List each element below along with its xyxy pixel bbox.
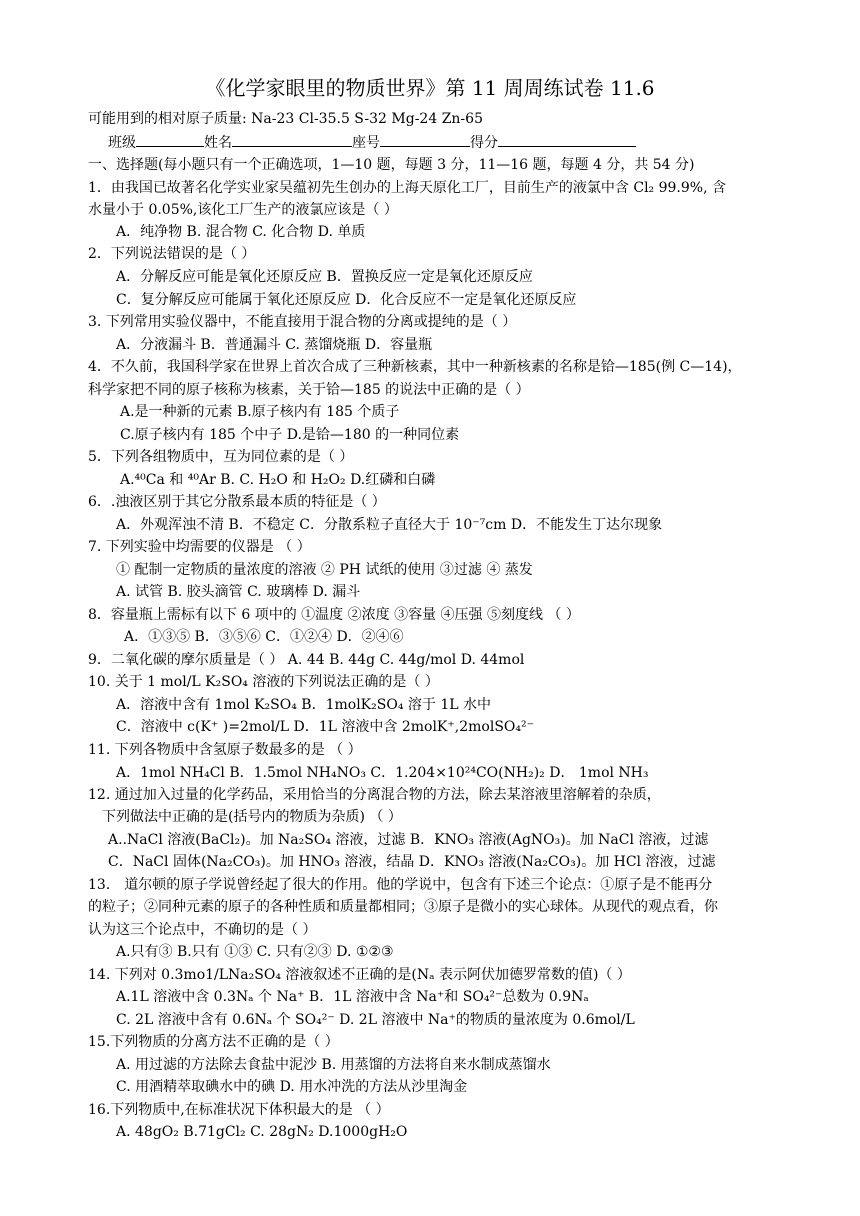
question-line: 4．不久前，我国科学家在世界上首次合成了三种新核素，其中一种新核素的名称是铪—185(例 C—14)， (88, 359, 742, 375)
option-line: A. 48gO₂ B.71gCl₂ C. 28gN₂ D.1000gH₂O (116, 1124, 408, 1140)
option-line: A.⁴⁰Ca 和 ⁴⁰Ar B. C. H₂O 和 H₂O₂ D.红磷和白磷 (120, 472, 436, 488)
question-line: 13． 道尔顿的原子学说曾经起了很大的作用。他的学说中，包含有下述三个论点：①原子是不能再分 (88, 877, 713, 893)
class-blank[interactable] (136, 132, 204, 147)
question-line: 10. 关于 1 mol/L K₂SO₄ 溶液的下列说法正确的是（ ） (88, 674, 439, 690)
question-line: 8．容量瓶上需标有以下 6 项中的 ①温度 ②浓度 ③容量 ④压强 ⑤刻度线 （ ） (88, 607, 580, 623)
question-line: 认为这三个论点中，不确切的是（ ） (88, 922, 317, 938)
seat-blank[interactable] (380, 132, 470, 147)
student-info-fields (108, 132, 636, 153)
option-line: C. 2L 溶液中含有 0.6Nₐ 个 SO₄²⁻ D. 2L 溶液中 Na⁺的物质的量浓度为 0.6mol/L (116, 1012, 635, 1028)
seat-label: 座号 (352, 135, 380, 151)
option-line: A．纯净物 B. 混合物 C. 化合物 D. 单质 (116, 224, 366, 240)
section-heading: 一、选择题(每小题只有一个正确选项，1—10 题，每题 3 分，11—16 题，每题 4 分，共 54 分) (88, 157, 695, 173)
option-line: C.原子核内有 185 个中子 D.是铪—180 的一种同位素 (120, 427, 460, 443)
name-label: 姓名 (204, 135, 232, 151)
name-blank[interactable] (232, 132, 352, 147)
question-line: 12. 通过加入过量的化学药品，采用恰当的分离混合物的方法，除去某溶液里溶解着的杂质， (88, 787, 661, 803)
option-line: A．①③⑤ B．③⑤⑥ C．①②④ D．②④⑥ (124, 629, 404, 645)
option-line: A.1L 溶液中含 0.3Nₐ 个 Na⁺ B．1L 溶液中含 Na⁺和 SO₄²⁻总数为 0.9Nₐ (116, 989, 589, 1005)
option-line: A.只有③ B.只有 ①③ C. 只有②③ D. ①②③ (116, 944, 394, 960)
option-line: A.是一种新的元素 B.原子核内有 185 个质子 (120, 404, 400, 420)
atomic-masses: 可能用到的相对原子质量: Na-23 Cl-35.5 S-32 Mg-24 Zn-65 (88, 111, 483, 127)
question-line: 5．下列各组物质中，互为同位素的是（ ） (88, 449, 354, 465)
question-line: 11. 下列各物质中含氢原子数最多的是 （ ） (88, 742, 362, 758)
page-title: 《化学家眼里的物质世界》第 11 周周练试卷 11.6 (205, 76, 655, 100)
option-line: C. 用酒精萃取碘水中的碘 D. 用水冲洗的方法从沙里淘金 (116, 1079, 468, 1095)
option-line: C．NaCl 固体(Na₂CO₃)。加 HNO₃ 溶液，结晶 D．KNO₃ 溶液(Na₂CO₃)。加 HCl 溶液，过滤 (108, 854, 716, 870)
option-line: A．1mol NH₄Cl B．1.5mol NH₄NO₃ C．1.204×10²⁴CO(NH₂)₂ D． 1mol NH₃ (116, 765, 649, 781)
option-line: A. 用过滤的方法除去食盐中泥沙 B. 用蒸馏的方法将自来水制成蒸馏水 (116, 1057, 551, 1073)
question-line: 15.下列物质的分离方法不正确的是（ ） (88, 1034, 339, 1050)
question-line: 2．下列说法错误的是（ ） (88, 246, 256, 262)
option-line: C．溶液中 c(K⁺ )=2mol/L D．1L 溶液中含 2molK⁺,2molSO₄²⁻ (116, 719, 534, 735)
option-line: C．复分解反应可能属于氧化还原反应 D．化合反应不一定是氧化还原反应 (116, 292, 577, 308)
question-line: 7. 下列实验中均需要的仪器是 （ ） (88, 539, 311, 555)
option-line: A．分液漏斗 B．普通漏斗 C. 蒸馏烧瓶 D．容量瓶 (116, 337, 433, 353)
question-line: 16.下列物质中,在标准状况下体积最大的是 （ ） (88, 1102, 390, 1118)
question-line: 下列做法中正确的是(括号内的物质为杂质) （ ） (102, 809, 402, 825)
question-line: 的粒子；②同种元素的原子的各种性质和质量都相同；③原子是微小的实心球体。从现代的观点看，你 (88, 899, 718, 915)
question-line: 6．.浊液区别于其它分散系最本质的特征是（ ） (88, 494, 386, 510)
score-blank[interactable] (498, 132, 636, 147)
option-line: A..NaCl 溶液(BaCl₂)。加 Na₂SO₄ 溶液，过滤 B．KNO₃ 溶液(AgNO₃)。加 NaCl 溶液，过滤 (108, 832, 709, 848)
question-line: 1．由我国已故著名化学实业家吴蕴初先生创办的上海天原化工厂，目前生产的液氯中含 Cl₂ 99.9%, 含 (88, 180, 726, 196)
score-label: 得分 (470, 135, 498, 151)
question-line: 9．二氧化碳的摩尔质量是（ ） A. 44 B. 44g C. 44g/mol D. 44mol (88, 652, 525, 668)
question-line: 科学家把不同的原子核称为核素，关于铪—185 的说法中正确的是（ ） (88, 382, 530, 398)
question-line: 14. 下列对 0.3mo1/LNa₂SO₄ 溶液叙述不正确的是(Nₐ 表示阿伏加德罗常数的值)（ ） (88, 967, 631, 983)
class-label: 班级 (108, 135, 136, 151)
option-line: A. 试管 B. 胶头滴管 C. 玻璃棒 D. 漏斗 (116, 584, 361, 600)
option-line: ① 配制一定物质的量浓度的溶液 ② PH 试纸的使用 ③过滤 ④ 蒸发 (116, 562, 533, 578)
question-line: 3. 下列常用实验仪器中，不能直接用于混合物的分离或提纯的是（ ） (88, 314, 517, 330)
option-line: A．分解反应可能是氧化还原反应 B．置换反应一定是氧化还原反应 (116, 269, 533, 285)
option-line: A．溶液中含有 1mol K₂SO₄ B．1molK₂SO₄ 溶于 1L 水中 (116, 697, 491, 713)
option-line: A．外观浑浊不清 B．不稳定 C．分散系粒子直径大于 10⁻⁷cm D．不能发生丁达尔现象 (116, 517, 663, 533)
question-line: 水量小于 0.05%,该化工厂生产的液氯应该是（ ） (88, 202, 398, 218)
